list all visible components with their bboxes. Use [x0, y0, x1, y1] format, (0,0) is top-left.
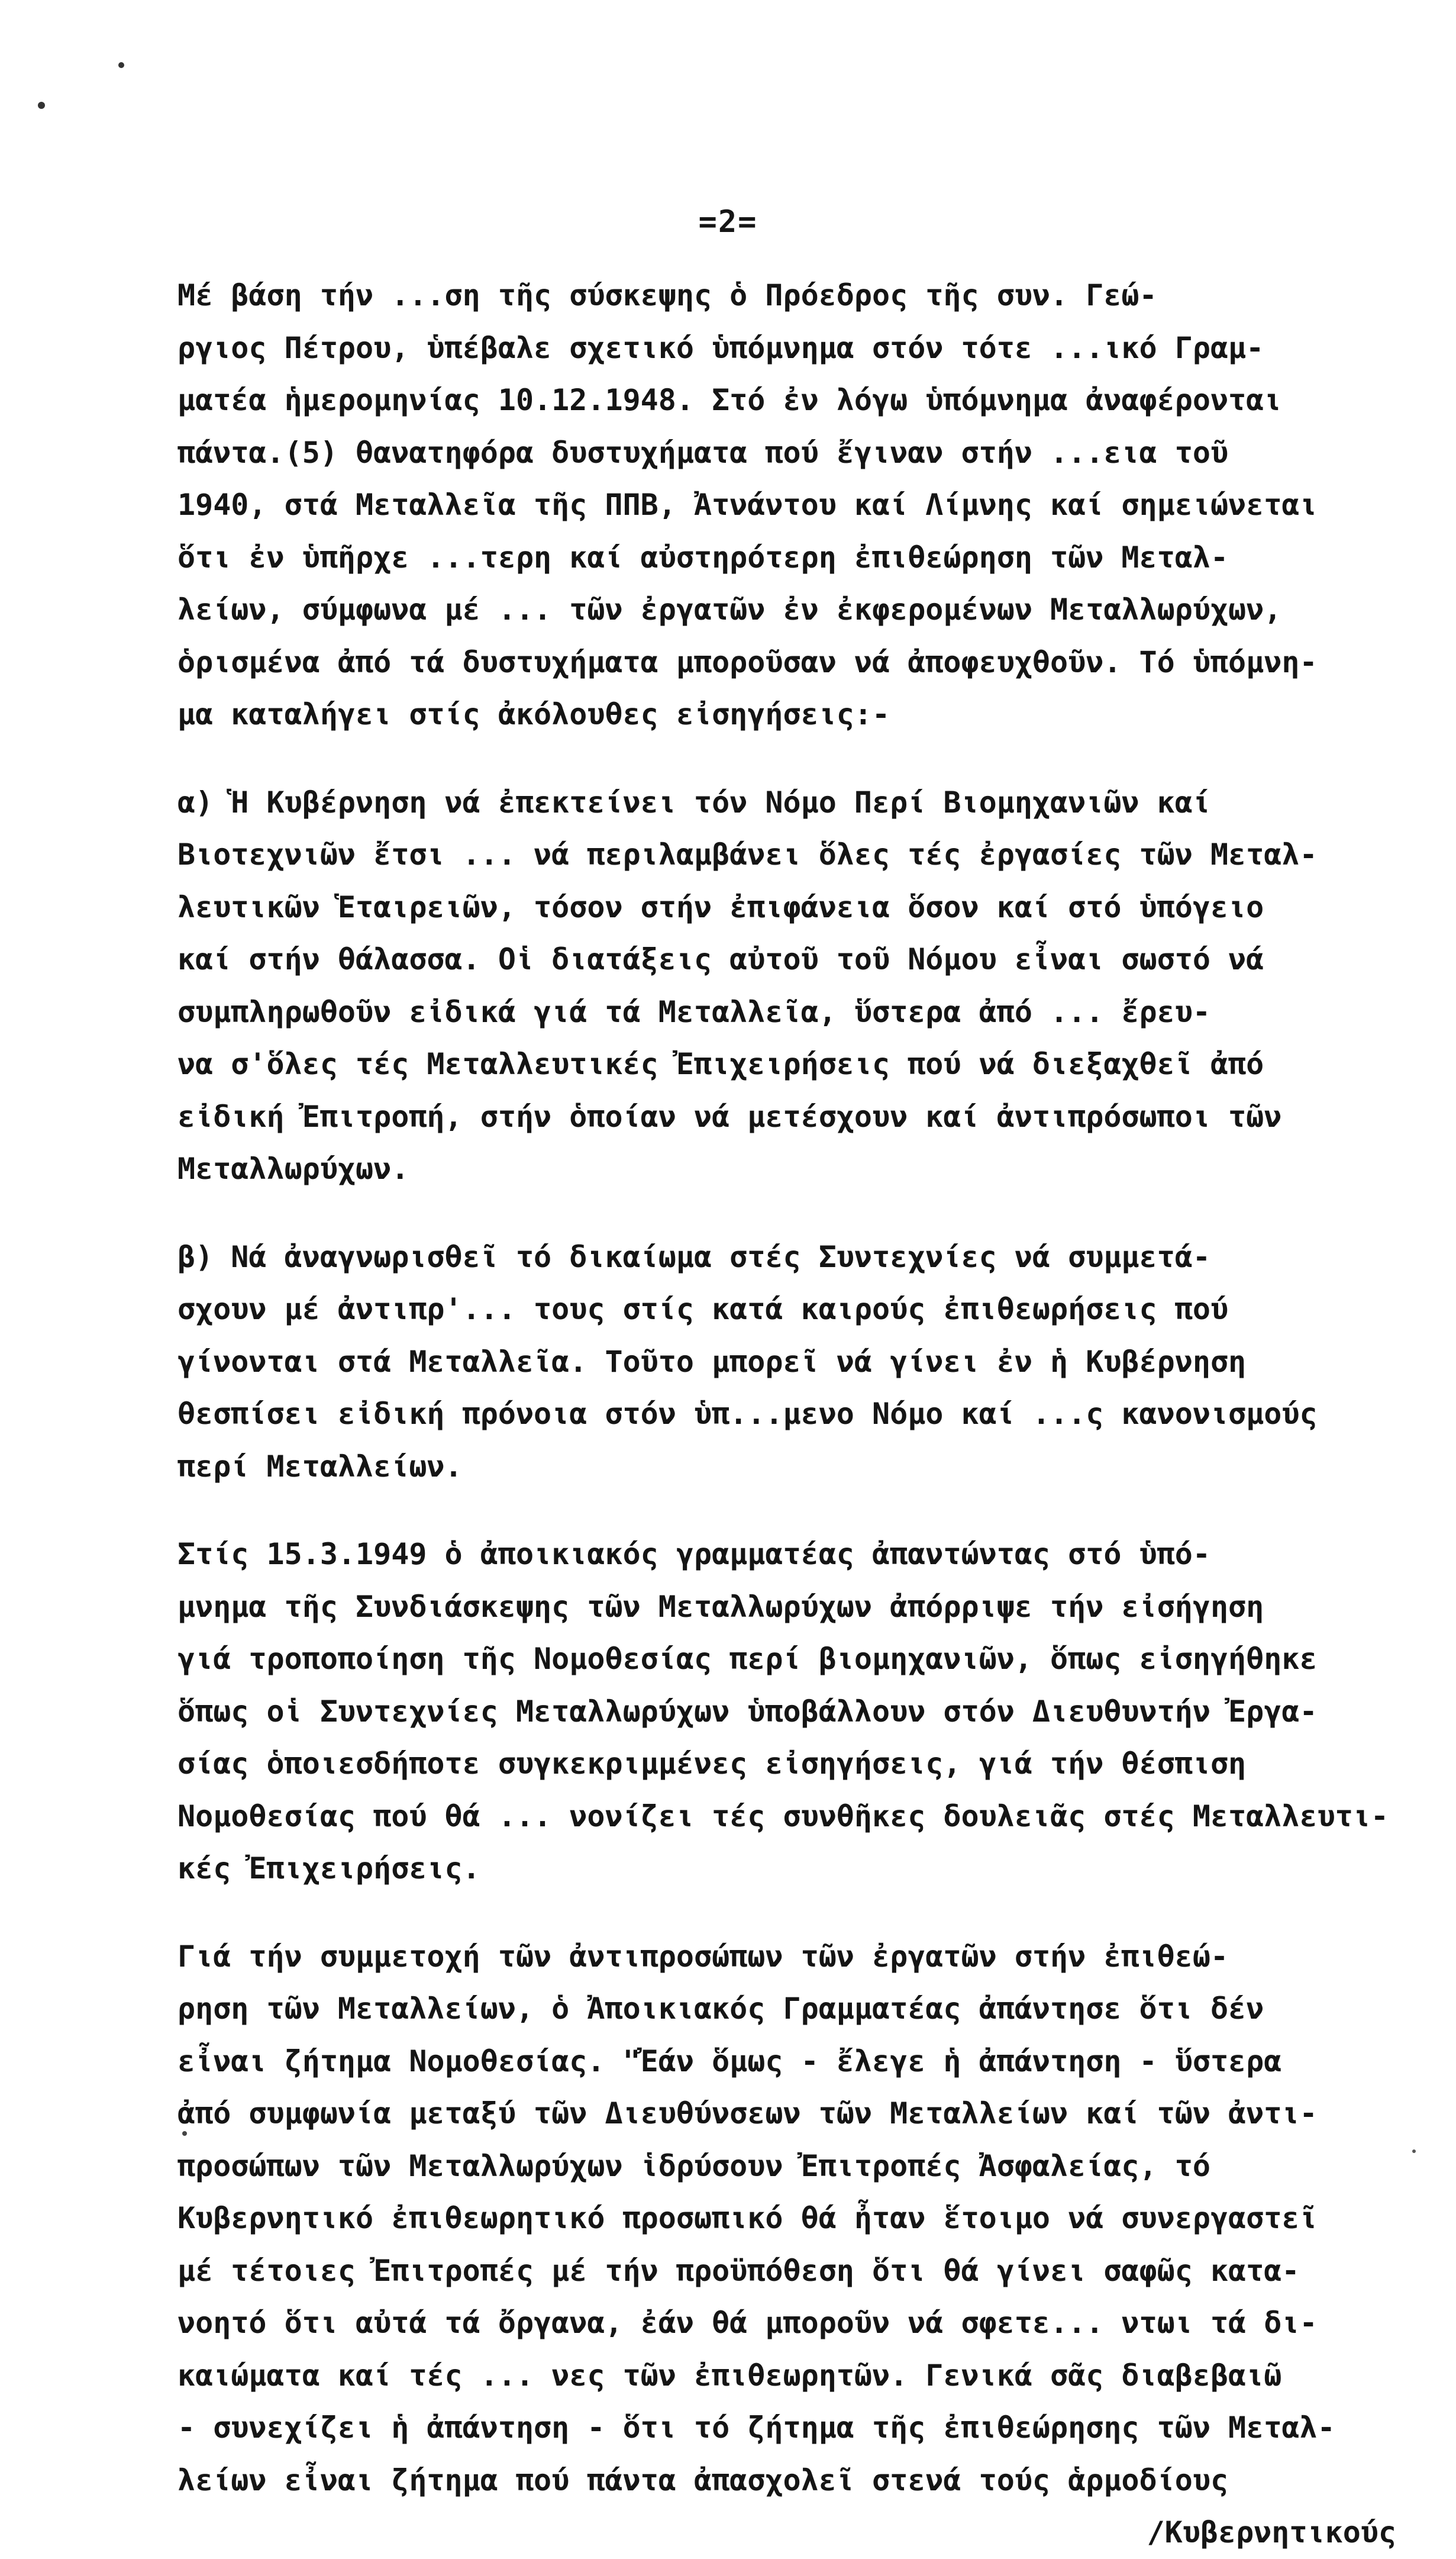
scan-speck [118, 62, 124, 68]
text-line: γιά τροποποίηση τῆς Νομοθεσίας περί βιομηχανιῶν, ὅπως εἰσηγήθηκε [177, 1642, 1318, 1676]
text-line: λευτικῶν Ἑταιρειῶν, τόσον στήν ἐπιφάνεια ὅσον καί στό ὑπόγειο [177, 889, 1264, 924]
text-line: γίνονται στά Μεταλλεῖα. Τοῦτο μπορεῖ νά γίνει ἐν ἡ Κυβέρνηση [177, 1344, 1247, 1379]
text-line: ἀπό συμφωνία μεταξύ τῶν Διευθύνσεων τῶν Μεταλλείων καί τῶν ἀντι- [177, 2096, 1318, 2131]
scan-speck [1412, 2149, 1416, 2153]
text-line: ὁρισμένα ἀπό τά δυστυχήματα μποροῦσαν νά ἀποφευχθοῦν. Τό ὑπόμνη- [177, 644, 1318, 679]
text-line: σίας ὁποιεσδήποτε συγκεκριμμένες εἰσηγήσεις, γιά τήν θέσπιση [177, 1746, 1247, 1781]
paragraph-inspection-participation [177, 1930, 1408, 2507]
text-line: να σ'ὅλες τές Μεταλλευτικές Ἐπιχειρήσεις πού νά διεξαχθεῖ ἀπό [177, 1047, 1264, 1081]
text-line: ργιος Πέτρου, ὑπέβαλε σχετικό ὑπόμνημα στόν τότε ...ικό Γραμ- [177, 330, 1264, 365]
text-line: Βιοτεχνιῶν ἔτσι ... νά περιλαμβάνει ὅλες τές ἐργασίες τῶν Μεταλ- [177, 837, 1318, 872]
text-line: Στίς 15.3.1949 ὁ ἀποικιακός γραμματέας ἀπαντώντας στό ὑπό- [177, 1537, 1210, 1571]
text-line: Μεταλλωρύχων. [177, 1152, 409, 1186]
paragraph-committee-memo [177, 269, 1408, 741]
text-line: μνημα τῆς Συνδιάσκεψης τῶν Μεταλλωρύχων ἀπόρριψε τήν εἰσήγηση [177, 1589, 1264, 1624]
text-line: λείων εἶναι ζήτημα πού πάντα ἀπασχολεῖ στενά τούς ἁρμοδίους [177, 2463, 1229, 2497]
paragraph-proposal-b [177, 1231, 1408, 1493]
page-number: =2= [698, 204, 758, 240]
text-line: Κυβερνητικό ἐπιθεωρητικό προσωπικό θά ἦταν ἕτοιμο νά συνεργαστεῖ [177, 2201, 1318, 2235]
text-line: 1940, στά Μεταλλεῖα τῆς ΠΠΒ, Ἀτνάντου καί Λίμνης καί σημειώνεται [177, 488, 1318, 522]
typewritten-page [177, 269, 1408, 2559]
text-line: θεσπίσει εἰδική πρόνοια στόν ὑπ...μενο Νόμο καί ...ς κανονισμούς [177, 1397, 1318, 1431]
text-line: προσώπων τῶν Μεταλλωρύχων ἱδρύσουν Ἐπιτροπές Ἀσφαλείας, τό [177, 2148, 1210, 2183]
text-line: πάντα.(5) θανατηφόρα δυστυχήματα πού ἔγιναν στήν ...εια τοῦ [177, 435, 1229, 470]
text-line: ὅτι ἐν ὑπῆρχε ...τερη καί αὐστηρότερη ἐπιθεώρηση τῶν Μεταλ- [177, 540, 1229, 575]
text-line: μέ τέτοιες Ἐπιτροπές μέ τήν προϋπόθεση ὅτι θά γίνει σαφῶς κατα- [177, 2253, 1300, 2288]
text-line: εἰδική Ἐπιτροπή, στήν ὁποίαν νά μετέσχουν καί ἀντιπρόσωποι τῶν [177, 1099, 1282, 1134]
text-line: ματέα ἡμερομηνίας 10.12.1948. Στό ἐν λόγω ὑπόμνημα ἀναφέρονται [177, 383, 1282, 417]
text-line: λείων, σύμφωνα μέ ... τῶν ἐργατῶν ἐν ἐκφερομένων Μεταλλωρύχων, [177, 592, 1282, 627]
text-line: Γιά τήν συμμετοχή τῶν ἀντιπροσώπων τῶν ἐργατῶν στήν ἐπιθεώ- [177, 1939, 1229, 1974]
text-line: ὅπως οἱ Συντεχνίες Μεταλλωρύχων ὑποβάλλουν στόν Διευθυντήν Ἐργα- [177, 1694, 1318, 1729]
text-line: Μέ βάση τήν ...ση τῆς σύσκεψης ὁ Πρόεδρος τῆς συν. Γεώ- [177, 278, 1157, 312]
text-line: καί στήν θάλασσα. Οἱ διατάξεις αὐτοῦ τοῦ Νόμου εἶναι σωστό νά [177, 942, 1264, 976]
text-line: μα καταλήγει στίς ἀκόλουθες εἰσηγήσεις:- [177, 697, 890, 731]
paragraph-proposal-a [177, 776, 1408, 1195]
text-line: εἶναι ζήτημα Νομοθεσίας. "Ἐάν ὅμως - ἔλεγε ἡ ἀπάντηση - ὕστερα [177, 2044, 1282, 2078]
text-line: α) Ἡ Κυβέρνηση νά ἐπεκτείνει τόν Νόμο Περί Βιομηχανιῶν καί [177, 785, 1210, 820]
catchword: /Κυβερνητικούς [1147, 2515, 1396, 2550]
text-line: Νομοθεσίας πού θά ... νονίζει τές συνθῆκες δουλειᾶς στές Μεταλλευτι- [177, 1799, 1389, 1833]
text-line: β) Νά ἀναγνωρισθεῖ τό δικαίωμα στές Συντεχνίες νά συμμετά- [177, 1239, 1210, 1274]
scan-speck [38, 102, 45, 109]
text-line: περί Μεταλλείων. [177, 1449, 463, 1484]
paragraph-colonial-secretary-reply [177, 1528, 1408, 1895]
text-line: κές Ἐπιχειρήσεις. [177, 1851, 480, 1886]
text-line: νοητό ὅτι αὐτά τά ὄργανα, ἐάν θά μποροῦν νά σφετε... ντωι τά δι- [177, 2306, 1318, 2340]
text-line: ρηση τῶν Μεταλλείων, ὁ Ἀποικιακός Γραμματέας ἀπάντησε ὅτι δέν [177, 1991, 1264, 2026]
text-line: σχουν μέ ἀντιπρ'... τους στίς κατά καιρούς ἐπιθεωρήσεις πού [177, 1292, 1229, 1326]
text-line: καιώματα καί τές ... νες τῶν ἐπιθεωρητῶν. Γενικά σᾶς διαβεβαιῶ [177, 2358, 1282, 2393]
text-line: - συνεχίζει ἡ ἀπάντηση - ὅτι τό ζήτημα τῆς ἐπιθεώρησης τῶν Μεταλ- [177, 2410, 1335, 2445]
text-line: συμπληρωθοῦν εἰδικά γιά τά Μεταλλεῖα, ὕστερα ἀπό ... ἔρευ- [177, 994, 1210, 1029]
